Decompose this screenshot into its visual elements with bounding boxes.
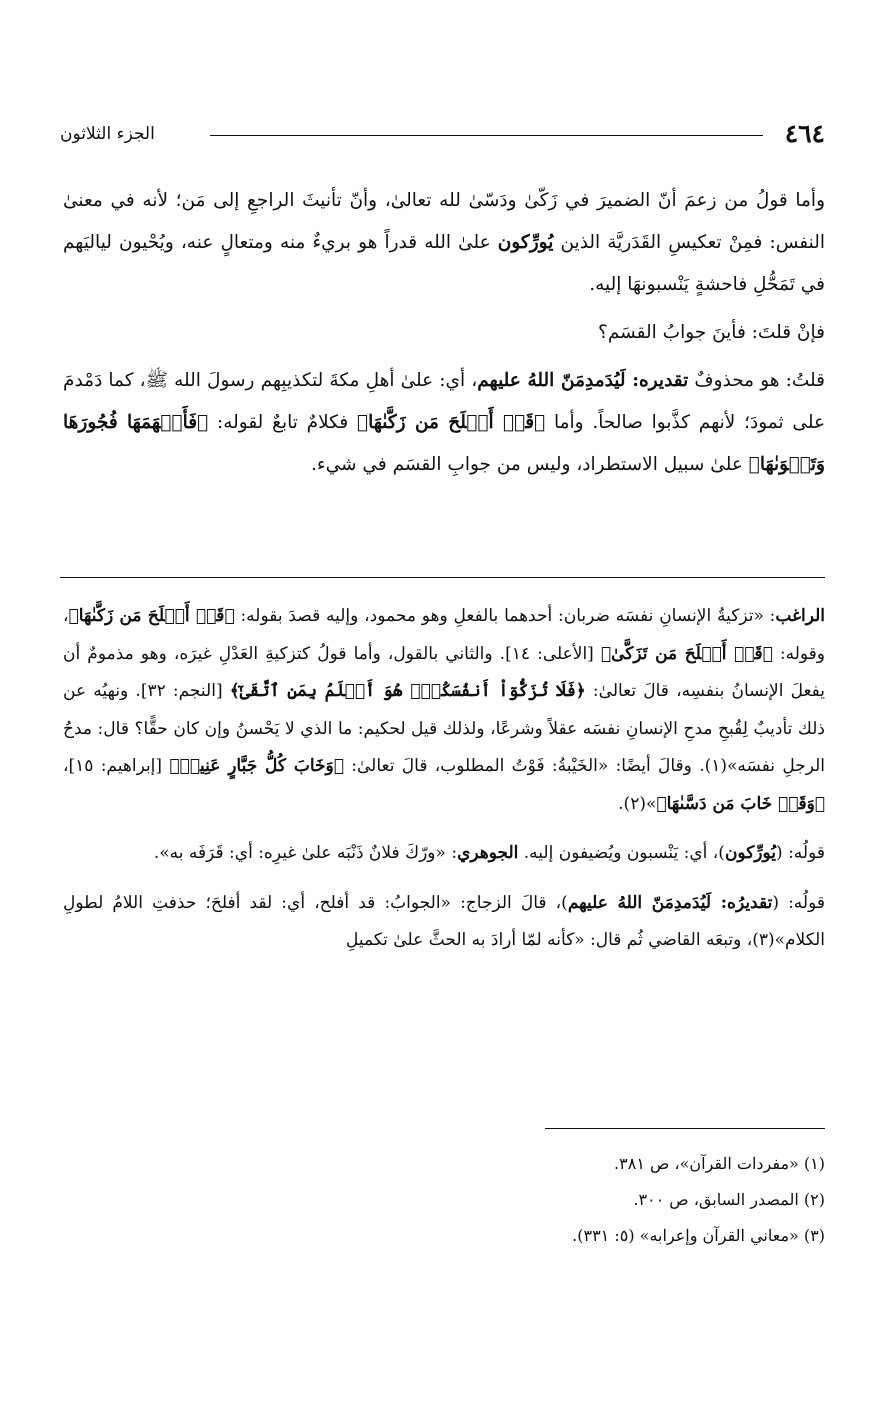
text-run: [الأعلى: ١٤]. والثاني بالقول، وأما قولُ كتزكيةِ العَدْلِ غيرَه، وهو مذمومٌ أن يفعلَ الإنسانُ بنفسِه، قالَ تعالىٰ: bbox=[63, 643, 826, 701]
header-rule bbox=[210, 135, 763, 136]
main-paragraph bbox=[63, 180, 825, 306]
page-number: ٤٦٤ bbox=[784, 119, 825, 148]
commentary-paragraph bbox=[63, 885, 825, 960]
footnote: (٢) المصدر السابق، ص ٣٠٠. bbox=[633, 1190, 825, 1209]
bold-term: يُورِّكون bbox=[497, 232, 554, 253]
bold-term: تقديره: لَيُدَمدِمَنّ اللهُ عليهم bbox=[477, 370, 689, 391]
text-run: [النجم: ٣٢]. ونهيُه عن ذلك تأديبٌ لِقُبحِ مدحِ الإنسانِ نفسَه عقلاً وشرعًا، ولذلك قيل لحكيم: ما الذي لا يَحْسنُ وإن كان حقًّا؟ قال: مدحُ الرجلِ نفسَه»(١). وقالَ أيضًا: «الخَيْبةُ: فَوْتُ المطلوب، قالَ تعالىٰ: bbox=[63, 681, 826, 776]
text-run: فكلامٌ تابعٌ لقوله: bbox=[208, 412, 358, 433]
quran-verse: ﴿وَخَابَ كُلُّ جَبَّارٍ عَنِيدٖ﴾ bbox=[169, 756, 344, 776]
text-run: : «ورّكَ فلانٌ ذَنْبَه علىٰ غيرِه: أي: قَرَفَه به». bbox=[153, 843, 458, 863]
quran-verse: ﴿قَدۡ أَفۡلَحَ مَن تَزَكَّىٰ﴾ bbox=[600, 643, 773, 664]
quran-verse: ﴿قَدۡ أَفۡلَحَ مَن زَكَّىٰهَا﴾ bbox=[357, 412, 546, 433]
text-run: وأما قولُ من زعمَ أنّ الضميرَ في زَكّىٰ ودَسّىٰ لله تعالىٰ، وأنّ تأنيثَ الراجعِ إلى مَن؛ لأنه في معنىٰ النفس: فمِنْ تعكيسِ القَدَريَّة الذين bbox=[63, 190, 825, 253]
bold-term: يُورِّكون bbox=[724, 843, 777, 863]
footnote: (٣) «معاني القرآن وإعرابه» (٥: ٣٣١). bbox=[572, 1226, 825, 1245]
main-paragraph bbox=[63, 312, 825, 354]
section-separator bbox=[60, 577, 825, 578]
quran-verse: ﴿وَقَدۡ خَابَ مَن دَسَّىٰهَا﴾ bbox=[656, 793, 825, 814]
main-text bbox=[63, 180, 825, 492]
text-run: قلتُ: هو محذوفٌ bbox=[688, 370, 825, 391]
text-run: علىٰ سبيل الاستطراد، وليس من جوابِ القسَم في شيء. bbox=[311, 454, 749, 475]
bold-term: الراغب bbox=[775, 606, 825, 626]
part-title: الجزء الثلاثون bbox=[60, 124, 155, 144]
quran-verse: ﴿فَأَلۡهَمَهَا فُجُورَهَا وَتَقۡوَىٰهَا﴾ bbox=[63, 412, 825, 475]
commentary bbox=[63, 598, 825, 972]
text-run: »(٢). bbox=[618, 793, 657, 814]
bold-term: تقديرُه: لَيُدَمدِمَنّ اللهُ عليهم bbox=[567, 892, 773, 913]
footnote: (١) «مفردات القرآن»، ص ٣٨١. bbox=[614, 1154, 825, 1173]
commentary-paragraph bbox=[63, 598, 825, 823]
footnote-separator bbox=[545, 1128, 825, 1129]
text-run: )، قالَ الزجاج: «الجوابُ: قد أفلح، أي: لقد أفلحَ؛ حذفتِ اللامُ لطولِ الكلام»(٣)، وتبعَه القاضي ثُم قال: «كأنه لمّا أرادَ به الحثَّ علىٰ تكميلِ bbox=[63, 892, 825, 950]
footnotes bbox=[63, 1146, 825, 1254]
text-run: )، أي: يَنْسبون ويُضيفون إليه. bbox=[518, 843, 725, 863]
commentary-paragraph bbox=[63, 835, 825, 873]
page-header bbox=[60, 118, 825, 150]
main-paragraph bbox=[63, 360, 825, 486]
text-run: علىٰ الله قدراً هو بريءٌ منه ومتعالٍ عنه، ويُحْيون لياليَهم في تَمَحُّلِ فاحشةٍ يَنْسبونهَا إليه. bbox=[63, 232, 825, 295]
quran-verse: ﴿قَدۡ أَفۡلَحَ مَن زَكَّىٰهَا﴾ bbox=[68, 606, 235, 626]
text-run: ، وقوله: bbox=[63, 606, 826, 664]
text-run: قولُه: ( bbox=[772, 892, 826, 913]
text-run: [إبراهيم: ١٥]، bbox=[63, 756, 170, 776]
text-run: فإنْ قلتَ: فأينَ جوابُ القسَم؟ bbox=[598, 322, 825, 343]
text-run: ، أي: علىٰ أهلِ مكةَ لتكذيبِهم رسولَ الله ﷺ، كما دَمْدمَ على ثمودَ؛ لأنهم كذَّبوا صالحاً. وأما bbox=[63, 370, 825, 433]
bold-term: الجوهري bbox=[457, 843, 519, 863]
text-run: : «تزكيةُ الإنسانِ نفسَه ضربان: أحدهما بالفعلِ وهو محمود، وإليه قصدَ بقوله: bbox=[234, 606, 776, 626]
text-run: قولُه: ( bbox=[776, 843, 825, 863]
quran-verse: ﴿فَلَا تُزَكُّوٓاْ أَنفُسَكُمۡۖ هُوَ أَعۡلَمُ بِمَنِ ٱتَّقَىٰٓ﴾ bbox=[229, 681, 586, 701]
